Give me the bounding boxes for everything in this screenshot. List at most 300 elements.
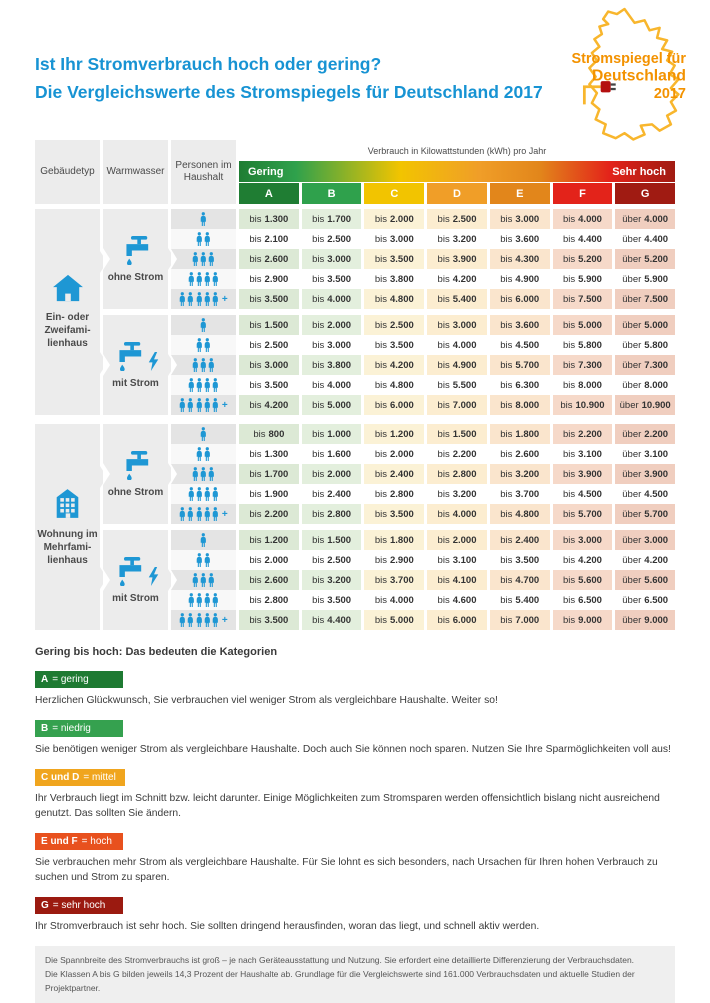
value-cell: bis 8.000 bbox=[490, 395, 550, 415]
value-cell: bis 1.600 bbox=[302, 444, 362, 464]
person-icon bbox=[192, 358, 199, 372]
value-cell: bis 2.600 bbox=[239, 249, 299, 269]
person-icon bbox=[212, 487, 219, 501]
person-icon bbox=[204, 378, 211, 392]
value-cell: bis 3.100 bbox=[427, 550, 487, 570]
value-cell: über 7.500 bbox=[615, 289, 675, 309]
value-cell: bis 4.000 bbox=[302, 375, 362, 395]
persons-cell bbox=[171, 209, 236, 229]
scale-label-low: Gering bbox=[248, 165, 284, 178]
value-cell: bis 3.500 bbox=[490, 550, 550, 570]
value-cell: bis 2.200 bbox=[427, 444, 487, 464]
value-cell: bis 3.000 bbox=[239, 355, 299, 375]
person-icon bbox=[212, 292, 219, 306]
person-icon bbox=[196, 553, 203, 567]
consumption-group bbox=[103, 424, 675, 524]
lightning-bolt-icon bbox=[148, 567, 159, 586]
person-icon bbox=[196, 593, 203, 607]
value-cell: bis 800 bbox=[239, 424, 299, 444]
value-cell: bis 3.000 bbox=[490, 209, 550, 229]
table-row bbox=[171, 550, 675, 570]
rows-block bbox=[171, 209, 675, 309]
person-icon bbox=[212, 507, 219, 521]
value-cell: bis 5.400 bbox=[427, 289, 487, 309]
legend-text: Sie benötigen weniger Strom als vergleichbare Haushalte. Doch auch Sie können noch sparen. Nutzen Sie Ihre Sparmöglichkeiten voll aus! bbox=[35, 743, 671, 755]
value-cell: bis 5.700 bbox=[553, 504, 613, 524]
plus-sign: + bbox=[221, 614, 228, 626]
value-cell: bis 2.500 bbox=[427, 209, 487, 229]
value-cell: über 4.200 bbox=[615, 550, 675, 570]
person-icon bbox=[196, 487, 203, 501]
legend-badge bbox=[35, 897, 123, 914]
legend-badge-label: = gering bbox=[52, 674, 89, 685]
column-header-personen: Personen im Haushalt bbox=[171, 140, 236, 204]
legend-heading: Gering bis hoch: Das bedeuten die Kategorien bbox=[35, 646, 278, 658]
faucet-icon bbox=[119, 236, 152, 265]
value-cell: bis 2.000 bbox=[302, 315, 362, 335]
legend-item bbox=[35, 831, 675, 886]
value-cell: bis 4.000 bbox=[427, 335, 487, 355]
legend-text: Sie verbrauchen mehr Strom als vergleichbare Haushalte. Für Sie lohnt es sich besonders, nach Ursachen für Ihren hohen Verbrauch zu suchen und Strom zu sparen. bbox=[35, 856, 658, 883]
value-cell: bis 4.800 bbox=[490, 504, 550, 524]
value-cell: bis 3.900 bbox=[553, 464, 613, 484]
person-icon bbox=[208, 573, 215, 587]
value-cell: bis 2.800 bbox=[239, 590, 299, 610]
persons-cell bbox=[171, 335, 236, 355]
category-header-B: B bbox=[302, 183, 362, 204]
column-header-gebaeudetyp: Gebäudetyp bbox=[35, 140, 100, 204]
persons-cell bbox=[171, 570, 236, 590]
legend-section bbox=[35, 646, 675, 934]
legend-badge bbox=[35, 833, 123, 850]
legend-item bbox=[35, 718, 675, 758]
value-cell: bis 2.100 bbox=[239, 229, 299, 249]
category-header-E: E bbox=[490, 183, 550, 204]
table-row bbox=[171, 590, 675, 610]
table-row bbox=[171, 464, 675, 484]
value-cell: bis 4.000 bbox=[553, 209, 613, 229]
consumption-group bbox=[103, 315, 675, 415]
table-row bbox=[171, 484, 675, 504]
value-cell: bis 3.600 bbox=[490, 315, 550, 335]
person-icon bbox=[200, 533, 207, 547]
house-icon bbox=[52, 274, 84, 302]
value-cell: bis 7.000 bbox=[427, 395, 487, 415]
value-cell: bis 2.500 bbox=[239, 335, 299, 355]
person-icon bbox=[200, 252, 207, 266]
table-row bbox=[171, 249, 675, 269]
person-icon bbox=[200, 358, 207, 372]
value-cell: bis 3.500 bbox=[364, 504, 424, 524]
value-cell: über 8.000 bbox=[615, 375, 675, 395]
person-icon bbox=[200, 573, 207, 587]
warmwater-cell bbox=[103, 209, 168, 309]
value-cell: bis 4.500 bbox=[490, 335, 550, 355]
value-cell: bis 3.200 bbox=[302, 570, 362, 590]
person-icon bbox=[187, 507, 194, 521]
faucet-icon bbox=[112, 557, 145, 586]
table-row bbox=[171, 424, 675, 444]
building-cell bbox=[35, 209, 100, 415]
value-cell: bis 4.700 bbox=[490, 570, 550, 590]
value-cell: über 5.800 bbox=[615, 335, 675, 355]
warmwater-cell bbox=[103, 530, 168, 630]
rows-block bbox=[171, 315, 675, 415]
value-cell: bis 5.700 bbox=[490, 355, 550, 375]
person-icon bbox=[179, 398, 186, 412]
column-header-warmwasser: Warmwasser bbox=[103, 140, 168, 204]
value-cell: bis 8.000 bbox=[553, 375, 613, 395]
value-cell: bis 2.800 bbox=[427, 464, 487, 484]
value-cell: bis 3.800 bbox=[302, 355, 362, 375]
value-cell: bis 1.300 bbox=[239, 209, 299, 229]
persons-cell bbox=[171, 355, 236, 375]
table-row bbox=[171, 444, 675, 464]
value-cell: bis 1.200 bbox=[239, 530, 299, 550]
value-cell: bis 7.300 bbox=[553, 355, 613, 375]
person-icon bbox=[196, 338, 203, 352]
persons-cell bbox=[171, 590, 236, 610]
faucet-icon bbox=[119, 451, 152, 480]
consumption-header-title: Verbrauch in Kilowattstunden (kWh) pro Jahr bbox=[367, 145, 547, 156]
germany-map-icon bbox=[564, 4, 690, 152]
value-cell: bis 6.000 bbox=[427, 610, 487, 630]
value-cell: bis 2.200 bbox=[553, 424, 613, 444]
value-cell: bis 2.000 bbox=[239, 550, 299, 570]
value-cell: bis 1.300 bbox=[239, 444, 299, 464]
value-cell: bis 6.500 bbox=[553, 590, 613, 610]
consumption-group bbox=[103, 530, 675, 630]
value-cell: bis 6.300 bbox=[490, 375, 550, 395]
value-cell: bis 5.400 bbox=[490, 590, 550, 610]
person-icon bbox=[196, 398, 203, 412]
persons-cell bbox=[171, 550, 236, 570]
value-cell: bis 2.000 bbox=[364, 209, 424, 229]
persons-cell bbox=[171, 610, 236, 630]
value-cell: bis 5.200 bbox=[553, 249, 613, 269]
value-cell: bis 7.000 bbox=[490, 610, 550, 630]
value-cell: bis 3.500 bbox=[364, 249, 424, 269]
legend-badge-label: = niedrig bbox=[52, 722, 91, 734]
warmwater-label: mit Strom bbox=[112, 592, 159, 604]
value-cell: bis 2.400 bbox=[364, 464, 424, 484]
legend-badge-label: = hoch bbox=[81, 835, 112, 847]
person-icon bbox=[179, 613, 186, 627]
legend-item bbox=[35, 895, 675, 935]
logo-text-line3: 2017 bbox=[653, 86, 686, 103]
value-cell: bis 5.000 bbox=[553, 315, 613, 335]
persons-cell bbox=[171, 229, 236, 249]
warmwater-label: mit Strom bbox=[112, 377, 159, 389]
value-cell: bis 2.400 bbox=[302, 484, 362, 504]
value-cell: bis 3.900 bbox=[427, 249, 487, 269]
scale-label-high: Sehr hoch bbox=[612, 165, 666, 178]
legend-badge bbox=[35, 671, 123, 688]
legend-item bbox=[35, 767, 675, 822]
person-icon bbox=[188, 593, 195, 607]
person-icon bbox=[204, 553, 211, 567]
person-icon bbox=[188, 487, 195, 501]
legend-text: Herzlichen Glückwunsch, Sie verbrauchen viel weniger Strom als vergleichbare Haushalte. Weiter so! bbox=[35, 695, 498, 706]
value-cell: bis 2.600 bbox=[490, 444, 550, 464]
person-icon bbox=[212, 593, 219, 607]
person-icon bbox=[208, 252, 215, 266]
legend-text: Ihr Verbrauch liegt im Schnitt bzw. leicht darunter. Einige Möglichkeiten zum Stromsparen werden offensichtlich bislang nicht ausreichend genutzt. Das sollten Sie ändern. bbox=[35, 792, 660, 819]
value-cell: bis 4.200 bbox=[553, 550, 613, 570]
value-cell: bis 4.200 bbox=[364, 355, 424, 375]
person-icon bbox=[204, 507, 211, 521]
footnote-line-2: Die Klassen A bis G bilden jeweils 14,3 Prozent der Haushalte ab. Grundlage für die Vergleichswerte sind 161.000 Verbrauchsdaten und aktuelle Studien der Projektpartner. bbox=[45, 969, 635, 993]
value-cell: bis 3.100 bbox=[553, 444, 613, 464]
building-section bbox=[35, 209, 675, 415]
table-row bbox=[171, 570, 675, 590]
person-icon bbox=[212, 272, 219, 286]
value-cell: bis 1.900 bbox=[239, 484, 299, 504]
value-cell: bis 4.500 bbox=[553, 484, 613, 504]
value-cell: bis 2.400 bbox=[490, 530, 550, 550]
value-cell: bis 3.500 bbox=[364, 335, 424, 355]
value-cell: bis 4.800 bbox=[364, 289, 424, 309]
value-cell: bis 6.000 bbox=[490, 289, 550, 309]
legend-badge-label: = sehr hoch bbox=[52, 899, 106, 911]
value-cell: bis 2.600 bbox=[239, 570, 299, 590]
value-cell: bis 3.000 bbox=[302, 249, 362, 269]
value-cell: bis 4.000 bbox=[364, 590, 424, 610]
value-cell: bis 3.500 bbox=[302, 590, 362, 610]
person-icon bbox=[187, 613, 194, 627]
person-icon bbox=[196, 507, 203, 521]
value-cell: bis 5.600 bbox=[553, 570, 613, 590]
legend-badge-letter: B bbox=[41, 722, 49, 734]
table-row bbox=[171, 504, 675, 524]
value-cell: bis 4.400 bbox=[302, 610, 362, 630]
value-cell: über 5.900 bbox=[615, 269, 675, 289]
value-cell: bis 5.800 bbox=[553, 335, 613, 355]
logo-text-line2: Deutschland bbox=[591, 67, 686, 85]
value-cell: bis 4.900 bbox=[427, 355, 487, 375]
value-cell: bis 1.800 bbox=[490, 424, 550, 444]
value-cell: bis 1.500 bbox=[427, 424, 487, 444]
value-cell: bis 3.200 bbox=[427, 484, 487, 504]
value-cell: bis 1.700 bbox=[302, 209, 362, 229]
plus-sign: + bbox=[221, 399, 228, 411]
value-cell: bis 2.800 bbox=[302, 504, 362, 524]
value-cell: bis 4.000 bbox=[427, 504, 487, 524]
value-cell: über 3.900 bbox=[615, 464, 675, 484]
warmwater-cell bbox=[103, 315, 168, 415]
value-cell: bis 5.900 bbox=[553, 269, 613, 289]
persons-cell bbox=[171, 395, 236, 415]
value-cell: bis 3.800 bbox=[364, 269, 424, 289]
value-cell: bis 4.800 bbox=[364, 375, 424, 395]
value-cell: bis 2.500 bbox=[302, 229, 362, 249]
warmwater-icon bbox=[119, 236, 152, 265]
value-cell: bis 7.500 bbox=[553, 289, 613, 309]
value-cell: bis 1.500 bbox=[239, 315, 299, 335]
persons-cell bbox=[171, 315, 236, 335]
persons-cell bbox=[171, 249, 236, 269]
warmwater-icon bbox=[112, 342, 159, 371]
value-cell: bis 3.500 bbox=[302, 269, 362, 289]
persons-cell bbox=[171, 484, 236, 504]
value-cell: über 2.200 bbox=[615, 424, 675, 444]
value-cell: bis 4.200 bbox=[239, 395, 299, 415]
value-cell: bis 3.000 bbox=[302, 335, 362, 355]
value-cell: bis 3.000 bbox=[364, 229, 424, 249]
value-cell: bis 3.200 bbox=[427, 229, 487, 249]
person-icon bbox=[212, 613, 219, 627]
person-icon bbox=[200, 427, 207, 441]
person-icon bbox=[196, 292, 203, 306]
legend-badge-letter: C und D bbox=[41, 771, 80, 783]
building-cell bbox=[35, 424, 100, 630]
person-icon bbox=[196, 232, 203, 246]
value-cell: über 3.000 bbox=[615, 530, 675, 550]
person-icon bbox=[192, 467, 199, 481]
persons-cell bbox=[171, 375, 236, 395]
value-cell: bis 4.000 bbox=[302, 289, 362, 309]
value-cell: bis 2.000 bbox=[427, 530, 487, 550]
value-cell: bis 4.300 bbox=[490, 249, 550, 269]
person-icon bbox=[179, 507, 186, 521]
person-icon bbox=[204, 487, 211, 501]
person-icon bbox=[187, 292, 194, 306]
footnote-box bbox=[35, 946, 675, 1003]
value-cell: bis 3.700 bbox=[364, 570, 424, 590]
warmwater-icon bbox=[119, 451, 152, 480]
person-icon bbox=[196, 613, 203, 627]
person-icon bbox=[212, 378, 219, 392]
value-cell: über 7.300 bbox=[615, 355, 675, 375]
warmwater-icon bbox=[112, 557, 159, 586]
persons-cell bbox=[171, 504, 236, 524]
building-label: Wohnung im Mehrfami- lienhaus bbox=[37, 528, 98, 566]
legend-badge-letter: E und F bbox=[41, 835, 78, 847]
person-icon bbox=[208, 358, 215, 372]
value-cell: bis 2.500 bbox=[302, 550, 362, 570]
table-body bbox=[35, 209, 675, 630]
person-icon bbox=[200, 212, 207, 226]
legend-badge bbox=[35, 720, 123, 737]
value-cell: über 4.500 bbox=[615, 484, 675, 504]
value-cell: bis 3.500 bbox=[239, 375, 299, 395]
category-header-G: G bbox=[615, 183, 675, 204]
lightning-bolt-icon bbox=[148, 352, 159, 371]
person-icon bbox=[187, 398, 194, 412]
consumption-group bbox=[103, 209, 675, 309]
warmwater-cell bbox=[103, 424, 168, 524]
table-row bbox=[171, 209, 675, 229]
plus-sign: + bbox=[221, 293, 228, 305]
value-cell: bis 2.900 bbox=[364, 550, 424, 570]
value-cell: bis 2.000 bbox=[364, 444, 424, 464]
value-cell: bis 5.000 bbox=[302, 395, 362, 415]
legend-badge-letter: G bbox=[41, 899, 49, 911]
value-cell: bis 1.000 bbox=[302, 424, 362, 444]
legend-item bbox=[35, 669, 675, 709]
faucet-icon bbox=[112, 342, 145, 371]
person-icon bbox=[188, 272, 195, 286]
person-icon bbox=[188, 378, 195, 392]
value-cell: bis 3.500 bbox=[239, 289, 299, 309]
value-cell: bis 4.600 bbox=[427, 590, 487, 610]
person-icon bbox=[204, 292, 211, 306]
stromspiegel-logo bbox=[564, 4, 694, 152]
table-row bbox=[171, 315, 675, 335]
table-row bbox=[171, 395, 675, 415]
value-cell: bis 3.600 bbox=[490, 229, 550, 249]
table-row bbox=[171, 335, 675, 355]
table-row bbox=[171, 289, 675, 309]
building-section bbox=[35, 424, 675, 630]
person-icon bbox=[204, 398, 211, 412]
value-cell: bis 6.000 bbox=[364, 395, 424, 415]
footnote-line-1: Die Spannbreite des Stromverbrauchs ist groß – je nach Geräteausstattung und Nutzung. Sie erfordert eine detaillierte Differenzierung der Verbrauchsdaten. bbox=[45, 955, 635, 966]
table-row bbox=[171, 229, 675, 249]
value-cell: über 9.000 bbox=[615, 610, 675, 630]
category-header-C: C bbox=[364, 183, 424, 204]
value-cell: bis 2.900 bbox=[239, 269, 299, 289]
person-icon bbox=[204, 613, 211, 627]
person-icon bbox=[196, 272, 203, 286]
building-groups bbox=[103, 424, 675, 630]
value-cell: bis 1.700 bbox=[239, 464, 299, 484]
value-cell: bis 5.500 bbox=[427, 375, 487, 395]
legend-badge bbox=[35, 769, 125, 786]
category-header-A: A bbox=[239, 183, 299, 204]
rows-block bbox=[171, 530, 675, 630]
value-cell: bis 3.700 bbox=[490, 484, 550, 504]
value-cell: über 10.900 bbox=[615, 395, 675, 415]
apartment-icon bbox=[54, 488, 81, 519]
value-cell: bis 3.500 bbox=[239, 610, 299, 630]
table-row bbox=[171, 355, 675, 375]
title-line-2: Die Vergleichswerte des Stromspiegels für Deutschland 2017 bbox=[35, 82, 543, 102]
value-cell: bis 9.000 bbox=[553, 610, 613, 630]
value-cell: bis 2.000 bbox=[302, 464, 362, 484]
value-cell: über 5.000 bbox=[615, 315, 675, 335]
value-cell: bis 5.000 bbox=[364, 610, 424, 630]
person-icon bbox=[204, 447, 211, 461]
person-icon bbox=[192, 573, 199, 587]
person-icon bbox=[179, 292, 186, 306]
table-row bbox=[171, 610, 675, 630]
category-header-F: F bbox=[553, 183, 613, 204]
person-icon bbox=[200, 318, 207, 332]
building-label: Ein- oder Zweifami- lienhaus bbox=[44, 312, 91, 349]
person-icon bbox=[204, 593, 211, 607]
persons-cell bbox=[171, 444, 236, 464]
legend-items bbox=[35, 669, 675, 934]
value-cell: bis 1.800 bbox=[364, 530, 424, 550]
persons-cell bbox=[171, 530, 236, 550]
person-icon bbox=[212, 398, 219, 412]
person-icon bbox=[208, 467, 215, 481]
value-cell: bis 4.900 bbox=[490, 269, 550, 289]
value-cell: bis 2.500 bbox=[364, 315, 424, 335]
warmwater-label: ohne Strom bbox=[107, 271, 164, 283]
category-header-row bbox=[239, 183, 675, 204]
title-line-1: Ist Ihr Stromverbrauch hoch oder gering? bbox=[35, 54, 382, 74]
value-cell: bis 4.200 bbox=[427, 269, 487, 289]
value-cell: bis 4.400 bbox=[553, 229, 613, 249]
persons-cell bbox=[171, 289, 236, 309]
value-cell: über 5.200 bbox=[615, 249, 675, 269]
table-row bbox=[171, 269, 675, 289]
value-cell: bis 2.200 bbox=[239, 504, 299, 524]
value-cell: über 4.400 bbox=[615, 229, 675, 249]
building-groups bbox=[103, 209, 675, 415]
